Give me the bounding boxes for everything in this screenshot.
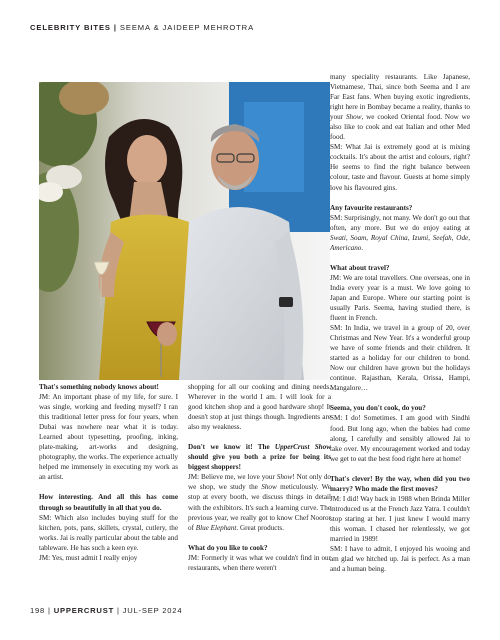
restaurant-list: Swati, Soam, Royal China, Izumi, Seefah, Ode, Americano [330, 233, 470, 252]
article-column-3 [330, 72, 470, 574]
answer-paragraph: SM: I have to admit, I enjoyed his wooing and am glad we hitched up. Jai is perfect. As a man and a human being. [330, 545, 470, 574]
answer-text: ! Not only do we shop, we study the [188, 473, 332, 492]
answer-paragraph [330, 213, 470, 253]
show-name: Show [276, 473, 293, 482]
answer-paragraph: JM: We are total travellers. One overseas, one in India every year is a must. We love going to Japan and Europe. Where our starting point is usually Paris. Seema, having studied there, is fluent in French. [330, 273, 470, 323]
answer-text: . Great products. [236, 523, 284, 532]
answer-paragraph: JM: Yes, must admit I really enjoy [39, 553, 138, 562]
answer-paragraph: JM: An important phase of my life, for sure. I was single, working and feeding myself? I ran this traditional letter press for four years, when Dubai was nowhere near what it is today. Learned about typesetting, proofing, inking, plate-making, art-works and designing, photography, the works. The experience actually helped me immensely in executing my work as an artist. [39, 393, 178, 482]
answer-text: JM: Believe me, we love your [188, 473, 277, 482]
photo-illustration [39, 82, 330, 380]
issue-date: JUL-SEP 2024 [122, 606, 183, 615]
show-name: UpperCrust Show [274, 443, 331, 452]
continuation-paragraph [330, 72, 470, 142]
answer-paragraph: SM: In India, we travel in a group of 20, over Christmas and New Year. It's a wonderful group we have of some friends and their children. It started as a holiday for our children to bond. Now our children have grown but the holidays continue. Rajasthan, Kerala, Orissa, Hampi, Mangalore… [330, 324, 470, 393]
answer-paragraph: SM: Which also includes buying stuff for the kitchen, pots, pans, skillets, crystal, cutlery, the works. Jai is really particular about the table and tableware. He has such a keen eye. [39, 513, 178, 552]
article-column-2 [188, 382, 331, 573]
question-heading [188, 442, 331, 472]
answer-paragraph [188, 472, 331, 532]
answer-text: meticulously. We stop at every booth, we discuss things in detail with the exhibitors. It's such a learning curve. The previous year, we really got to know Chef Nooror of [188, 483, 331, 532]
page-header [30, 23, 254, 32]
answer-paragraph: SM: I do! Sometimes. I am good with Sindhi food. But long ago, when the babies had come along, I carefully and sensibly allowed Jai to take over. My encouragement worked and today we get to eat the best food right here at home! [330, 414, 470, 463]
question-heading: Seema, you don't cook, do you? [330, 404, 426, 413]
header-separator: | [113, 23, 117, 32]
answer-text: . [361, 243, 364, 252]
magazine-name: UPPERCRUST [53, 606, 115, 615]
authors-line: SEEMA & JAIDEEP MEHROTRA [119, 23, 255, 32]
article-column-1 [39, 382, 178, 563]
continuation-paragraph: shopping for all our cooking and dining needs. Wherever in the world I am. I will look for a good kitchen shop and a good hardware shop! It doesn't stop at just things though. Ingredients are also my weakness. [188, 383, 331, 432]
answer-text: , we cooked Oriental food. Now we also like to cook and eat Italian and other Med food. [330, 113, 471, 142]
page-footer [30, 606, 182, 615]
section-title: CELEBRITY BITES [30, 23, 111, 32]
page-number: 198 [30, 606, 46, 615]
question-heading: How interesting. And all this has come through so beautifully in all that you do. [39, 493, 178, 512]
show-name: Show [345, 113, 362, 122]
answer-paragraph: SM: What Jai is extremely good at is mixing cocktails. It's about the artist and colours, right? He seems to find the right balance between colour, taste and flavour. Guests at home simply love his flavoured gins. [330, 143, 470, 192]
question-heading: Any favourite restaurants? [330, 203, 413, 212]
question-text: Don't we know it! The [188, 443, 275, 452]
footer-separator: | [48, 606, 51, 615]
question-heading: What about travel? [330, 263, 390, 272]
question-heading: What do you like to cook? [188, 543, 268, 552]
answer-text: SM: Surprisingly, not many. We don't go out that often, any more. But we do enjoy eating at [330, 213, 470, 232]
question-heading: That's something nobody knows about! [39, 383, 159, 391]
show-name: Show [261, 483, 277, 492]
portrait-photo [39, 82, 330, 380]
footer-separator: | [116, 606, 120, 615]
question-heading: That's clever! By the way, when did you two marry? Who made the first moves? [330, 474, 470, 493]
restaurant-name: Blue Elephant [195, 523, 237, 532]
question-text: should give you both a prize for being its biggest shoppers! [188, 453, 331, 472]
answer-text: many speciality restaurants. Like Japanese, Vietnamese, Thai, since both Seema and I are Far East fans. When buying exotic ingredients, right here in Bombay became a reality, thanks to your [330, 73, 470, 122]
answer-paragraph: JM: Formerly it was what we couldn't find in our restaurants, when there weren't [188, 553, 331, 572]
answer-paragraph: JM: I did! Way back in 1988 when Brinda Miller introduced us at the French Jazz Yatra. I couldn't stop staring at her. I just knew I would marry this woman. I chased her relentlessly, we got married in 1989! [330, 494, 470, 543]
